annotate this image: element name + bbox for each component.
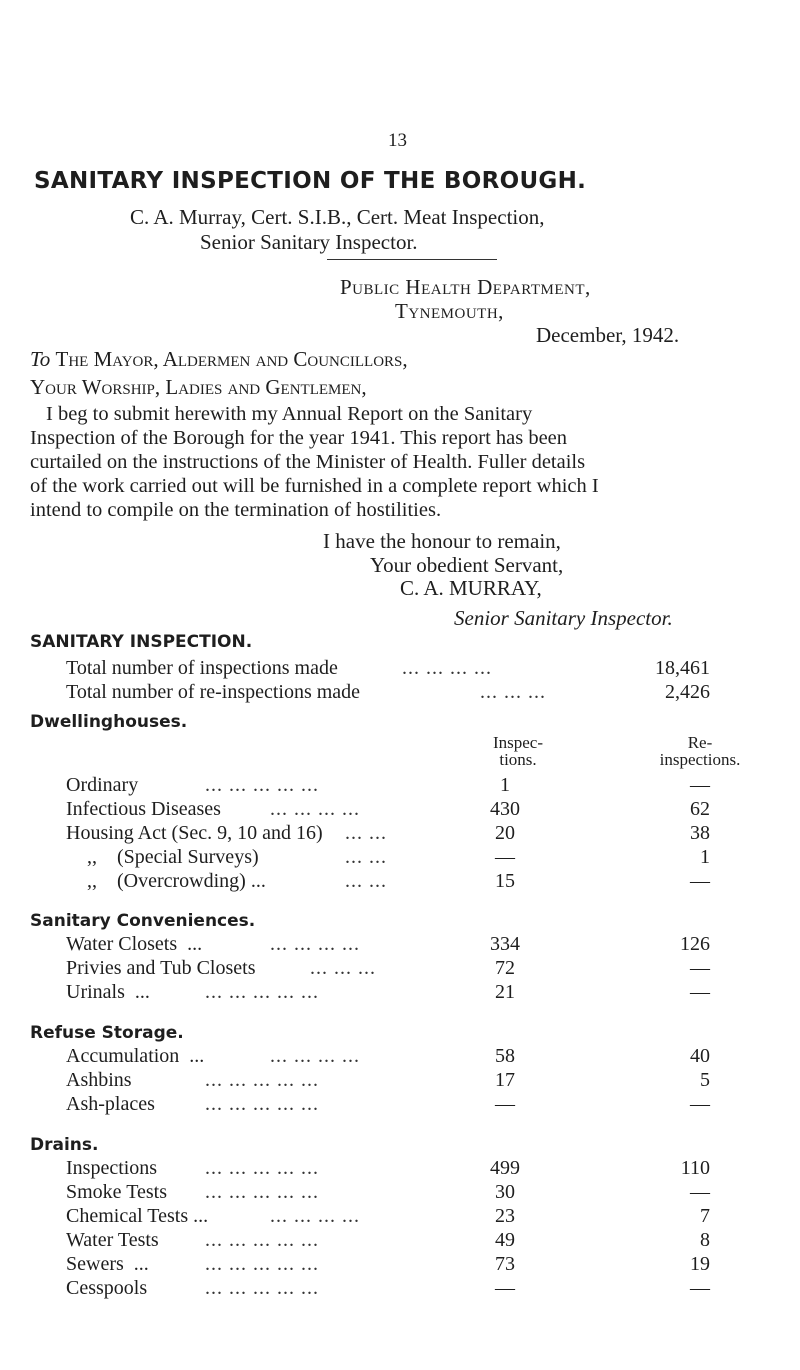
inspections-value: 23 xyxy=(495,1205,515,1227)
row-label: Smoke Tests xyxy=(66,1181,168,1203)
leader-dots: ... ... ... xyxy=(310,957,376,979)
reinspections-value: 38 xyxy=(690,822,710,844)
author-line: C. A. Murray, Cert. S.I.B., Cert. Meat Inspection, xyxy=(130,205,545,229)
row-label: Inspections xyxy=(66,1157,158,1179)
reinspections-value: — xyxy=(690,870,710,892)
page-title: SANITARY INSPECTION OF THE BOROUGH. xyxy=(34,168,587,194)
inspections-value: — xyxy=(495,1277,515,1299)
row-label: Urinals ... xyxy=(66,981,150,1003)
inspections-value: 30 xyxy=(495,1181,515,1203)
row-label: Sewers ... xyxy=(66,1253,149,1275)
leader-dots: ... ... ... ... ... xyxy=(205,1181,319,1203)
inspections-value: 58 xyxy=(495,1045,515,1067)
leader-dots: ... ... ... ... xyxy=(402,657,492,679)
section-heading-sanitary-conveniences: Sanitary Conveniences. xyxy=(30,911,256,931)
reinspections-value: — xyxy=(690,1181,710,1203)
summary-heading: SANITARY INSPECTION. xyxy=(30,632,253,652)
inspections-value: 499 xyxy=(490,1157,520,1179)
inspections-value: 334 xyxy=(490,933,520,955)
column-header-reinspections: Re- inspections. xyxy=(659,733,741,769)
row-label: Privies and Tub Closets xyxy=(66,957,256,979)
leader-dots: ... ... ... ... xyxy=(270,798,360,820)
address-dept: Public Health Department, xyxy=(340,275,591,299)
salutation xyxy=(30,347,408,372)
leader-dots: ... ... ... ... xyxy=(270,1205,360,1227)
row-label: ,, (Special Surveys) xyxy=(87,846,259,868)
salutation-to: To xyxy=(30,347,51,371)
body-line: curtailed on the instructions of the Minister of Health. Fuller details xyxy=(30,451,586,473)
inspections-value: 1 xyxy=(500,774,510,796)
reinspections-value: 126 xyxy=(680,933,710,955)
reinspections-value: 40 xyxy=(690,1045,710,1067)
section-heading-refuse-storage: Refuse Storage. xyxy=(30,1023,184,1043)
inspections-value: — xyxy=(495,1093,515,1115)
row-label: Housing Act (Sec. 9, 10 and 16) xyxy=(66,822,323,844)
reinspections-value: — xyxy=(690,957,710,979)
leader-dots: ... ... ... ... ... xyxy=(205,1229,319,1251)
leader-dots: ... ... ... ... ... xyxy=(205,1253,319,1275)
row-label: Cesspools xyxy=(66,1277,148,1299)
row-label: Chemical Tests ... xyxy=(66,1205,209,1227)
reinspections-value: 8 xyxy=(700,1229,710,1251)
inspections-value: 430 xyxy=(490,798,520,820)
inspections-value: 21 xyxy=(495,981,515,1003)
leader-dots: ... ... ... ... ... xyxy=(205,1069,319,1091)
signoff-line1: I have the honour to remain, xyxy=(323,529,561,553)
inspections-value: 49 xyxy=(495,1229,515,1251)
row-label: Ash-places xyxy=(66,1093,155,1115)
row-label: Ordinary xyxy=(66,774,139,796)
reinspections-value: 19 xyxy=(690,1253,710,1275)
leader-dots: ... ... xyxy=(345,870,387,892)
leader-dots: ... ... ... ... ... xyxy=(205,1093,319,1115)
row-label: Infectious Diseases xyxy=(66,798,221,820)
reinspections-value: 7 xyxy=(700,1205,710,1227)
inspections-value: 15 xyxy=(495,870,515,892)
row-label: Ashbins xyxy=(66,1069,132,1091)
leader-dots: ... ... xyxy=(345,846,387,868)
body-line: I beg to submit herewith my Annual Report on the Sanitary xyxy=(46,403,533,425)
leader-dots: ... ... ... ... xyxy=(270,1045,360,1067)
reinspections-value: 5 xyxy=(700,1069,710,1091)
summary-value: 18,461 xyxy=(655,657,710,679)
row-label: ,, (Overcrowding) ... xyxy=(87,870,266,892)
signoff-role: Senior Sanitary Inspector. xyxy=(454,606,673,630)
body-line: Inspection of the Borough for the year 1941. This report has been xyxy=(30,427,568,449)
greeting: Your Worship, Ladies and Gentlemen, xyxy=(30,375,367,399)
row-label: Water Tests xyxy=(66,1229,159,1251)
author-role: Senior Sanitary Inspector. xyxy=(200,230,418,254)
reinspections-value: — xyxy=(690,981,710,1003)
signoff-line2: Your obedient Servant, xyxy=(370,553,564,577)
page-number: 13 xyxy=(388,130,407,151)
row-label: Accumulation ... xyxy=(66,1045,205,1067)
address-date: December, 1942. xyxy=(536,323,680,347)
summary-label: Total number of re-inspections made xyxy=(66,681,361,703)
summary-label: Total number of inspections made xyxy=(66,657,338,679)
leader-dots: ... ... ... xyxy=(480,681,546,703)
body-line: of the work carried out will be furnished in a complete report which I xyxy=(30,475,599,497)
leader-dots: ... ... xyxy=(345,822,387,844)
column-header-inspections: Inspec- tions. xyxy=(492,733,544,769)
reinspections-value: — xyxy=(690,774,710,796)
leader-dots: ... ... ... ... ... xyxy=(205,774,319,796)
leader-dots: ... ... ... ... xyxy=(270,933,360,955)
inspections-value: 20 xyxy=(495,822,515,844)
leader-dots: ... ... ... ... ... xyxy=(205,1157,319,1179)
signoff-name: C. A. MURRAY, xyxy=(400,576,542,600)
inspections-value: 72 xyxy=(495,957,515,979)
reinspections-value: — xyxy=(690,1093,710,1115)
reinspections-value: 1 xyxy=(700,846,710,868)
leader-dots: ... ... ... ... ... xyxy=(205,981,319,1003)
inspections-value: 17 xyxy=(495,1069,515,1091)
salutation-recipients: The Mayor, Aldermen and Councillors, xyxy=(55,347,408,371)
reinspections-value: 62 xyxy=(690,798,710,820)
address-town: Tynemouth, xyxy=(395,299,504,323)
section-heading-dwellinghouses: Dwellinghouses. xyxy=(30,712,188,732)
section-heading-drains: Drains. xyxy=(30,1135,99,1155)
reinspections-value: 110 xyxy=(680,1157,710,1179)
inspections-value: 73 xyxy=(495,1253,515,1275)
summary-value: 2,426 xyxy=(665,681,710,703)
reinspections-value: — xyxy=(690,1277,710,1299)
body-line: intend to compile on the termination of hostilities. xyxy=(30,499,442,521)
divider-rule xyxy=(327,259,497,260)
row-label: Water Closets ... xyxy=(66,933,203,955)
inspections-value: — xyxy=(495,846,515,868)
leader-dots: ... ... ... ... ... xyxy=(205,1277,319,1299)
